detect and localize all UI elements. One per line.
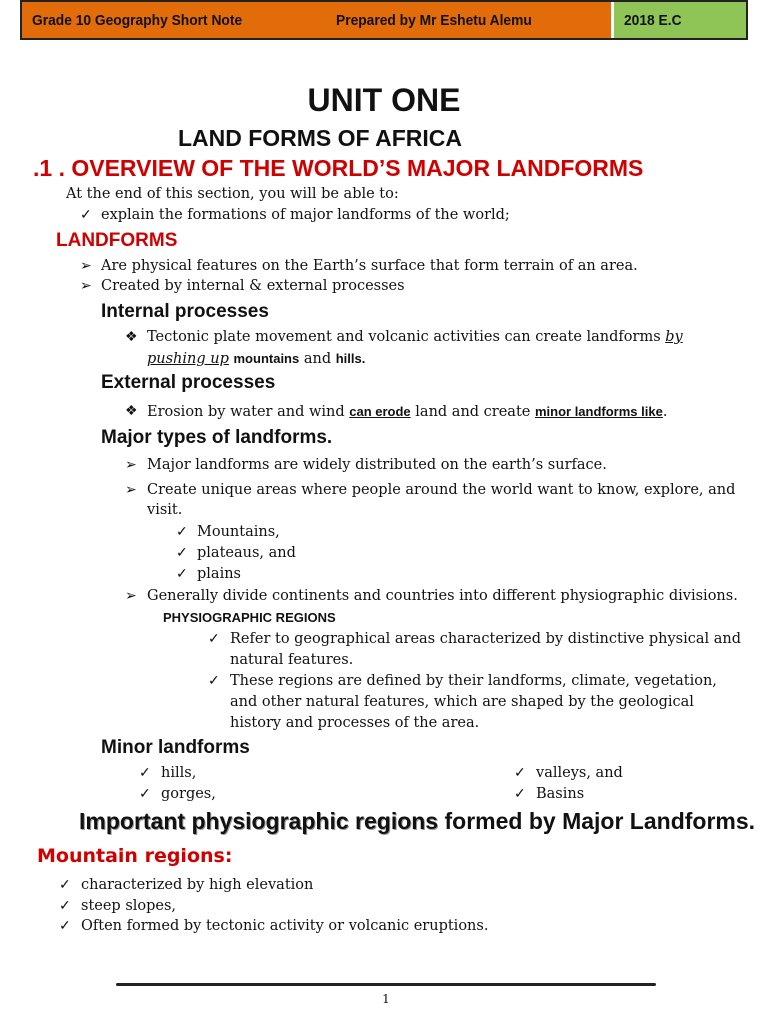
intro-text: At the end of this section, you will be able to:	[66, 186, 399, 202]
header-author: Prepared by Mr Eshetu Alemu	[336, 11, 532, 29]
major-point-2a: Create unique areas where people around the world want to know, explore, and	[147, 482, 736, 498]
mountain-heading: Mountain regions:	[37, 845, 233, 867]
major-item-2: plateaus, and	[197, 545, 296, 561]
diamond-bullet-icon: ❖	[125, 329, 138, 345]
header-year: 2018 E.C	[624, 11, 682, 29]
check-icon: ✓	[176, 524, 188, 540]
physio-point-1b: natural features.	[230, 652, 354, 668]
minor-left-1: hills,	[161, 765, 197, 781]
check-icon: ✓	[59, 918, 71, 934]
external-line: Erosion by water and wind can erode land and create minor landforms like.	[147, 404, 668, 420]
physio-point-2a: These regions are defined by their landforms, climate, vegetation,	[230, 673, 717, 689]
check-icon: ✓	[514, 786, 526, 802]
major-point-1: Major landforms are widely distributed on the earth’s surface.	[147, 457, 607, 473]
minor-left-2: gorges,	[161, 786, 216, 802]
minor-heading: Minor landforms	[101, 737, 250, 758]
internal-line-1: Tectonic plate movement and volcanic activities can create landforms by	[147, 329, 683, 345]
minor-right-2: Basins	[536, 786, 585, 802]
mountain-item-3: Often formed by tectonic activity or volcanic eruptions.	[81, 918, 489, 934]
check-icon: ✓	[139, 765, 151, 781]
internal-heading: Internal processes	[101, 301, 269, 322]
mountain-item-1: characterized by high elevation	[81, 877, 314, 893]
landforms-point-2: Created by internal & external processes	[101, 278, 405, 294]
physio-point-1a: Refer to geographical areas characterized by distinctive physical and	[230, 631, 741, 647]
page-header	[20, 0, 748, 40]
major-point-3: Generally divide continents and countries into different physiographic divisions.	[147, 588, 738, 604]
physio-heading: PHYSIOGRAPHIC REGIONS	[163, 610, 336, 625]
arrow-bullet-icon: ➢	[80, 278, 92, 294]
external-heading: External processes	[101, 372, 276, 393]
arrow-bullet-icon: ➢	[80, 258, 92, 274]
arrow-bullet-icon: ➢	[125, 457, 137, 473]
header-main	[22, 2, 614, 38]
arrow-bullet-icon: ➢	[125, 588, 137, 604]
minor-right-1: valleys, and	[536, 765, 623, 781]
major-item-3: plains	[197, 566, 241, 582]
major-item-1: Mountains,	[197, 524, 280, 540]
check-icon: ✓	[208, 631, 220, 647]
check-icon: ✓	[59, 877, 71, 893]
header-year-box	[614, 2, 746, 38]
mountain-item-2: steep slopes,	[81, 898, 177, 914]
internal-line-2: pushing up mountains and hills.	[147, 351, 366, 367]
important-heading: Important physiographic regions formed by Major Landforms.	[79, 808, 756, 834]
landforms-point-1: Are physical features on the Earth’s surface that form terrain of an area.	[101, 258, 638, 274]
check-icon: ✓	[59, 898, 71, 914]
check-icon: ✓	[514, 765, 526, 781]
major-heading: Major types of landforms.	[101, 427, 333, 448]
check-icon: ✓	[208, 673, 220, 689]
header-grade: Grade 10 Geography Short Note	[32, 11, 243, 29]
unit-title: UNIT ONE	[307, 82, 461, 118]
landforms-heading: LANDFORMS	[56, 230, 178, 251]
check-icon: ✓	[176, 566, 188, 582]
major-point-2b: visit.	[147, 502, 183, 518]
check-icon: ✓	[176, 545, 188, 561]
physio-point-2c: history and processes of the area.	[230, 715, 480, 731]
page-number: 1	[382, 992, 390, 1006]
objective-text: explain the formations of major landforms of the world;	[101, 207, 510, 223]
diamond-bullet-icon: ❖	[125, 403, 138, 419]
check-icon: ✓	[80, 207, 92, 223]
check-icon: ✓	[139, 786, 151, 802]
physio-point-2b: and other natural features, which are shaped by the geological	[230, 694, 694, 710]
arrow-bullet-icon: ➢	[125, 482, 137, 498]
unit-subtitle: LAND FORMS OF AFRICA	[177, 125, 463, 151]
footer-rule	[116, 983, 656, 986]
section-title: .1 . OVERVIEW OF THE WORLD’S MAJOR LANDFORMS	[33, 155, 644, 181]
